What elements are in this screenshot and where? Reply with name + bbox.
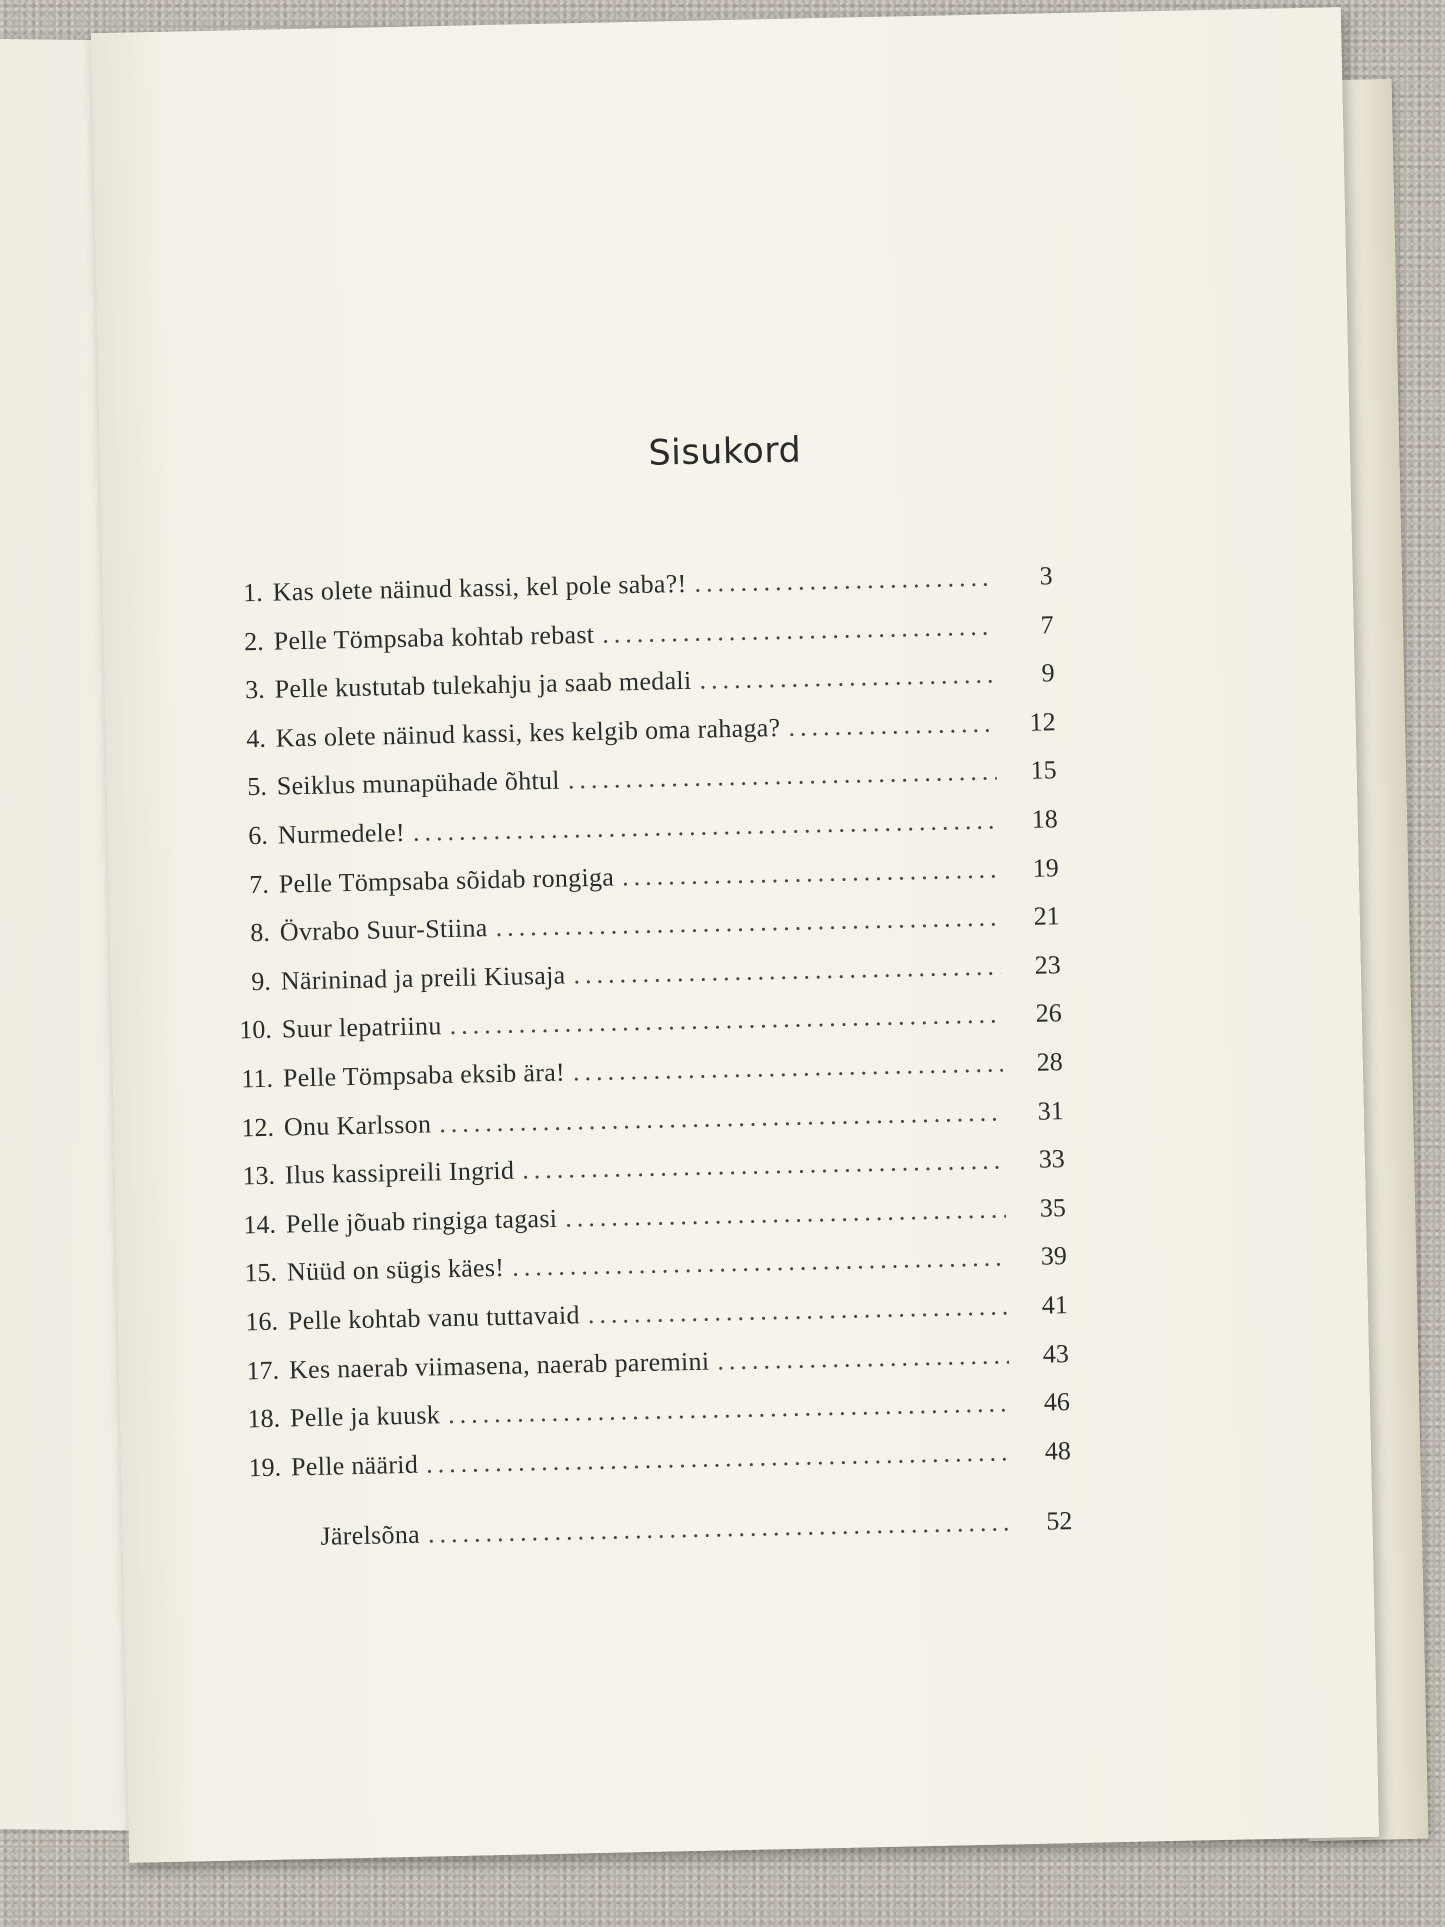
toc-afterword-page: 52 <box>1046 1506 1073 1536</box>
toc-entry-number: 19. <box>248 1452 282 1482</box>
toc-dot-leader <box>788 708 996 742</box>
toc-entry-page: 39 <box>1040 1241 1068 1271</box>
toc-entry-label: Övrabo Suur-Stiina <box>279 913 488 947</box>
toc-entry-number: 18. <box>247 1403 281 1434</box>
toc-dot-leader <box>428 1508 1013 1550</box>
toc-dot-leader <box>694 563 993 599</box>
toc-entry-number: 6. <box>248 820 269 851</box>
toc-entry-page: 15 <box>1030 755 1057 786</box>
toc-entry-label: Kas olete näinud kassi, kes kelgib oma rahaga? <box>275 712 781 753</box>
toc-entry-page: 31 <box>1037 1095 1065 1126</box>
toc-entry-label: Nurmedele! <box>277 817 406 850</box>
page-title: Sisukord <box>648 430 802 474</box>
toc-entry-number: 13. <box>242 1160 276 1191</box>
toc-entry-label: Kas olete näinud kassi, kel pole saba?! <box>272 568 687 607</box>
toc-entry-page: 41 <box>1041 1290 1069 1320</box>
toc-entry-page: 21 <box>1033 901 1060 931</box>
book-page <box>91 7 1379 1863</box>
toc-entry-number: 5. <box>246 772 268 802</box>
toc-entry-number: 10. <box>239 1015 273 1045</box>
toc-entry-page: 28 <box>1036 1047 1064 1077</box>
toc-entry-label: Ilus kassipreili Ingrid <box>284 1155 515 1190</box>
toc-dot-leader <box>717 1340 1009 1376</box>
toc-entry-label: Pelle jõuab ringiga tagasi <box>285 1203 558 1239</box>
toc-entry-number: 7. <box>249 869 270 899</box>
toc-afterword <box>232 1506 1073 1572</box>
toc-afterword-indent <box>233 1545 321 1547</box>
toc-entry-page: 12 <box>1029 707 1056 737</box>
toc-entry-label: Seiklus munapühade õhtul <box>276 766 561 801</box>
toc-entry-number: 11. <box>241 1063 274 1094</box>
toc-entry-page: 43 <box>1042 1338 1070 1369</box>
toc-entry-label: Pelle Tömpsaba eksib ära! <box>282 1057 566 1093</box>
toc-entry-page: 7 <box>1040 609 1054 640</box>
toc-entry-page: 26 <box>1035 998 1063 1029</box>
toc-entry-number: 4. <box>245 723 267 753</box>
toc-entry-label: Närininad ja preili Kiusaja <box>280 960 566 996</box>
toc-entry-page: 46 <box>1043 1387 1071 1417</box>
toc-entry-number: 2. <box>243 626 265 656</box>
toc-entry-number: 14. <box>243 1209 277 1240</box>
toc-entry-number: 12. <box>241 1112 275 1142</box>
toc-entry-page: 9 <box>1041 658 1055 688</box>
left-page-fragment <box>0 224 1 250</box>
toc-entry-label: Pelle Tömpsaba sõidab rongiga <box>278 862 615 899</box>
toc-entry-label: Pelle kustutab tulekahju ja saab medali <box>274 666 692 704</box>
toc-entry-label: Pelle ja kuusk <box>289 1400 441 1433</box>
toc-entry-number: 1. <box>242 577 264 608</box>
toc-entry-number: 9. <box>251 966 272 996</box>
toc-entry-page: 3 <box>1039 561 1053 591</box>
toc-entry-label: Suur lepatriinu <box>281 1011 442 1044</box>
toc-entry-label: Kes naerab viimasena, naerab paremini <box>288 1346 710 1384</box>
toc-entry-page: 19 <box>1032 852 1059 883</box>
toc-entry-number: 8. <box>250 917 271 948</box>
toc-entry-page: 35 <box>1039 1192 1067 1223</box>
toc-entry-page: 18 <box>1031 804 1058 834</box>
toc-entry-label: Pelle näärid <box>290 1449 419 1482</box>
table-of-contents <box>212 561 1073 1572</box>
toc-dot-leader <box>699 660 995 696</box>
toc-afterword-label: Järelsõna <box>320 1520 421 1552</box>
toc-entry-label: Nüüd on sügis käes! <box>286 1253 505 1287</box>
toc-entry-number: 16. <box>245 1306 279 1337</box>
toc-entry-number: 3. <box>244 674 266 705</box>
toc-entry-number: 17. <box>246 1355 280 1385</box>
toc-entry-page: 48 <box>1044 1435 1072 1466</box>
toc-entry-label: Onu Karlsson <box>283 1108 432 1142</box>
toc-entry-number: 15. <box>244 1257 278 1288</box>
toc-entry-label: Pelle kohtab vanu tuttavaid <box>287 1300 581 1336</box>
toc-entry-page: 23 <box>1034 949 1061 980</box>
toc-entry-page: 33 <box>1038 1144 1066 1174</box>
toc-entry-label: Pelle Tömpsaba kohtab rebast <box>273 619 595 656</box>
